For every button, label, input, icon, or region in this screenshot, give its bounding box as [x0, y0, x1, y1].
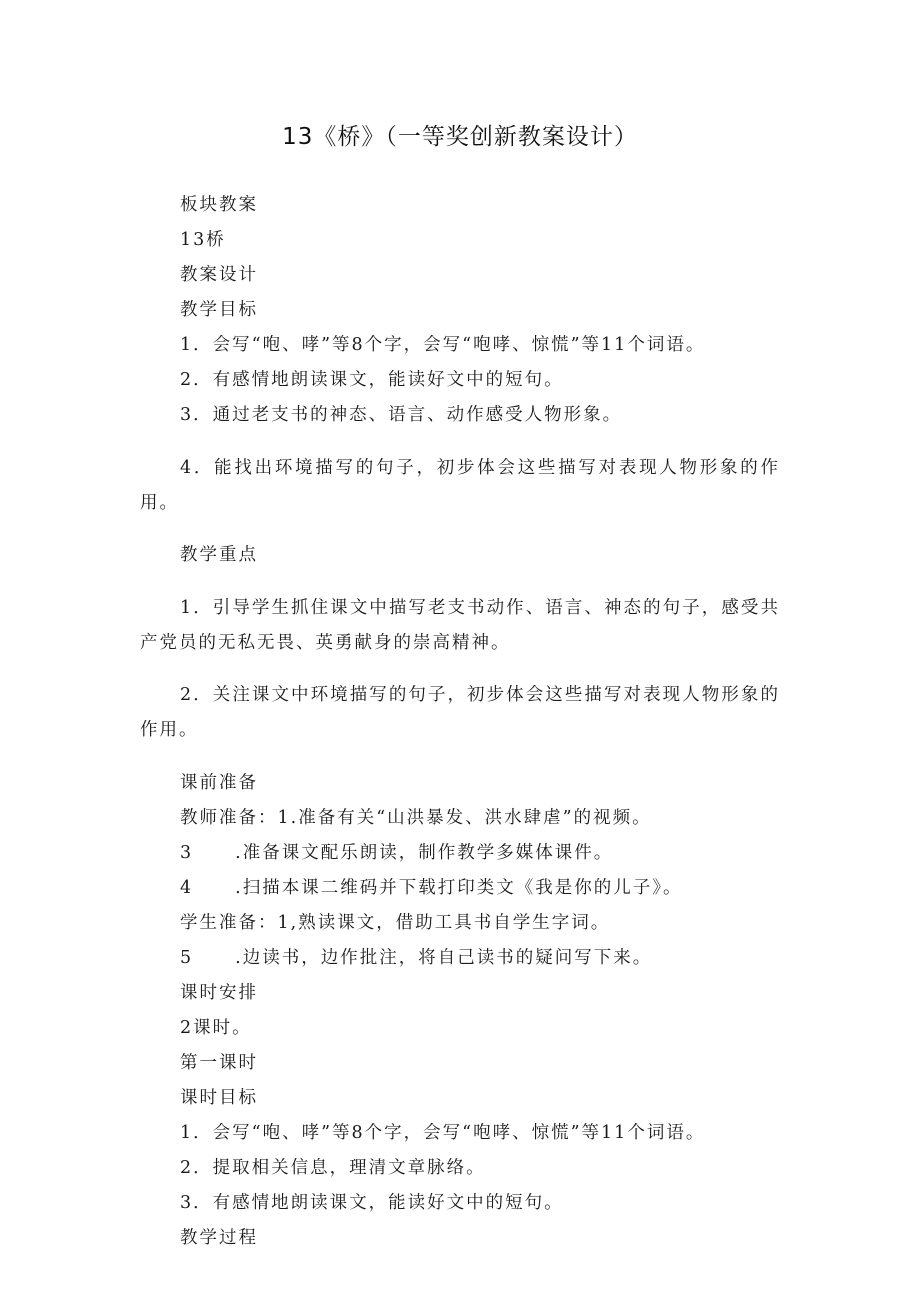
prep-item [140, 836, 780, 871]
section-heading: 板块教案 [180, 195, 258, 215]
lesson-name: 13桥 [180, 230, 226, 250]
prep-item-text: .边读书，边作批注，将自己读书的疑问写下来。 [235, 947, 653, 968]
section-heading: 课前准备 [180, 772, 258, 793]
prep-item-number: 3 [180, 842, 194, 863]
section-heading: 教学目标 [180, 300, 258, 320]
objective-item: 2．有感情地朗读课文，能读好文中的短句。 [180, 370, 564, 390]
objective-item: 3．通过老支书的神态、语言、动作感受人物形象。 [180, 405, 623, 425]
prep-item [140, 871, 780, 906]
objective-item: 4．能找出环境描写的句子，初步体会这些描写对表现人物形象的作用。 [140, 457, 780, 513]
section-heading: 课时目标 [180, 1087, 258, 1108]
prep-item-text: .准备课文配乐朗读，制作教学多媒体课件。 [235, 842, 614, 863]
document-title: 13《桥》（一等奖创新教案设计） [282, 124, 638, 150]
lesson-objective-item: 1．会写“咆、哮”等8个字，会写“咆哮、惊慌”等11个词语。 [180, 1122, 706, 1143]
prep-item-number: 5 [180, 947, 194, 968]
objective-item: 1．会写“咆、哮”等8个字，会写“咆哮、惊慌”等11个词语。 [180, 335, 706, 355]
section-heading: 课时安排 [180, 982, 258, 1003]
document-body [140, 188, 780, 1256]
prep-item-number: 4 [180, 877, 194, 898]
key-point-item: 1．引导学生抓住课文中描写老支书动作、语言、神态的句子，感受共产党员的无私无畏、英勇献身的崇高精神。 [140, 597, 780, 653]
student-prep-item: 学生准备：1,熟读课文，借助工具书自学生字词。 [180, 912, 611, 933]
key-point-item: 2．关注课文中环境描写的句子，初步体会这些描写对表现人物形象的作用。 [140, 685, 780, 740]
section-heading: 教案设计 [180, 265, 258, 285]
schedule-text: 2课时。 [180, 1017, 252, 1038]
section-heading: 教学重点 [180, 545, 258, 565]
section-heading: 第一课时 [180, 1052, 258, 1073]
lesson-objective-item: 3．有感情地朗读课文，能读好文中的短句。 [180, 1192, 564, 1213]
teacher-prep-item: 教师准备：1.准备有关“山洪暴发、洪水肆虐”的视频。 [180, 807, 652, 828]
lesson-objective-item: 2．提取相关信息，理清文章脉络。 [180, 1157, 486, 1178]
prep-item [140, 941, 780, 976]
prep-item-text: .扫描本课二维码并下载打印类文《我是你的儿子》。 [235, 877, 683, 898]
section-heading: 教学过程 [180, 1227, 258, 1248]
